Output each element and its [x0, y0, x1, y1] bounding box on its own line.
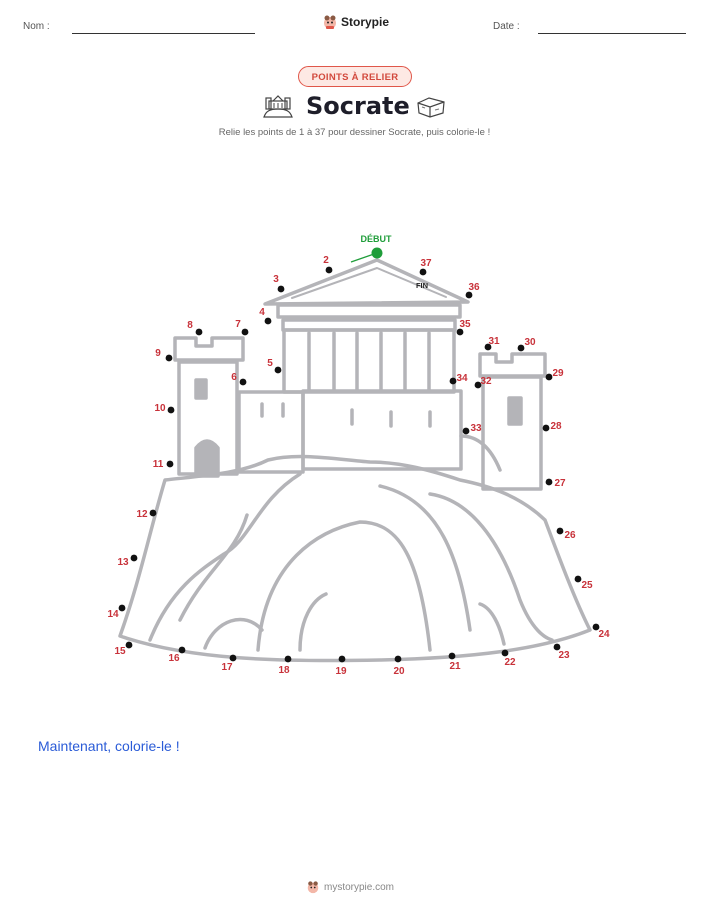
- dot-number: 7: [235, 319, 241, 330]
- dot-8[interactable]: [196, 329, 203, 336]
- dot-28[interactable]: [543, 425, 550, 432]
- page-title: Socrate: [306, 92, 410, 120]
- dot-number: 22: [504, 657, 516, 668]
- start-label: DÉBUT: [360, 234, 392, 244]
- dot-12[interactable]: [150, 510, 157, 517]
- dot-number: 29: [552, 368, 564, 379]
- end-label: FIN: [415, 281, 429, 290]
- dot-number: 19: [335, 666, 347, 677]
- dot-21[interactable]: [449, 653, 456, 660]
- dot-number: 32: [480, 376, 492, 387]
- dot-number: 28: [550, 421, 562, 432]
- dot-9[interactable]: [166, 355, 173, 362]
- date-label: Date :: [493, 21, 520, 32]
- color-prompt: Maintenant, colorie-le !: [38, 738, 180, 754]
- dot-number: 18: [278, 665, 290, 676]
- dot-number: 10: [154, 403, 166, 414]
- dot-3[interactable]: [278, 286, 285, 293]
- dot-4[interactable]: [265, 318, 272, 325]
- dot-20[interactable]: [395, 656, 402, 663]
- storypie-logo-icon: [306, 880, 320, 894]
- dot-number: 27: [554, 478, 566, 489]
- dot-2[interactable]: [326, 267, 333, 274]
- dot-11[interactable]: [167, 461, 174, 468]
- dot-number: 25: [581, 580, 593, 591]
- dot-34[interactable]: [450, 378, 457, 385]
- dot-number: 24: [598, 629, 610, 640]
- dot-25[interactable]: [575, 576, 582, 583]
- dot-number: 26: [564, 530, 576, 541]
- dot-30[interactable]: [518, 345, 525, 352]
- dot-number: 35: [459, 319, 471, 330]
- start-dot[interactable]: [372, 248, 383, 259]
- dot-18[interactable]: [285, 656, 292, 663]
- dot-number: 30: [524, 337, 536, 348]
- dot-number: 8: [187, 320, 193, 331]
- dot-number: 6: [231, 372, 237, 383]
- dot-15[interactable]: [126, 642, 133, 649]
- instructions: Relie les points de 1 à 37 pour dessiner Socrate, puis colorie-le !: [218, 127, 491, 138]
- dot-19[interactable]: [339, 656, 346, 663]
- dot-22[interactable]: [502, 650, 509, 657]
- dot-number: 21: [449, 661, 461, 672]
- dot-number: 20: [393, 666, 405, 677]
- dot-number: 36: [468, 282, 480, 293]
- dot-27[interactable]: [546, 479, 553, 486]
- dot-number: 14: [107, 609, 119, 620]
- activity-badge: POINTS À RELIER: [298, 66, 412, 87]
- dot-16[interactable]: [179, 647, 186, 654]
- dot-17[interactable]: [230, 655, 237, 662]
- dot-number: 15: [114, 646, 126, 657]
- dot-number: 33: [470, 423, 482, 434]
- dot-13[interactable]: [131, 555, 138, 562]
- dot-number: 4: [259, 307, 265, 318]
- dot-number: 13: [117, 557, 129, 568]
- dot-number: 2: [323, 255, 329, 266]
- dot-number: 37: [420, 258, 432, 269]
- footer-url: mystorypie.com: [324, 881, 395, 893]
- dot-6[interactable]: [240, 379, 247, 386]
- dot-number: 17: [221, 662, 233, 673]
- dot-number: 5: [267, 358, 273, 369]
- dot-14[interactable]: [119, 605, 126, 612]
- dot-number: 16: [168, 653, 180, 664]
- name-label: Nom :: [23, 21, 50, 32]
- dot-26[interactable]: [557, 528, 564, 535]
- dot-number: 11: [152, 459, 164, 470]
- dot-10[interactable]: [168, 407, 175, 414]
- dot-number: 3: [273, 274, 279, 285]
- dot-33[interactable]: [463, 428, 470, 435]
- dot-7[interactable]: [242, 329, 249, 336]
- footer: [306, 880, 394, 894]
- dot-number: 12: [136, 509, 148, 520]
- dot-number: 23: [558, 650, 570, 661]
- dot-29[interactable]: [546, 374, 553, 381]
- brand-name: Storypie: [341, 15, 390, 29]
- dot-number: 31: [488, 336, 500, 347]
- dot-number: 9: [155, 348, 161, 359]
- dot-5[interactable]: [275, 367, 282, 374]
- dot-37[interactable]: [420, 269, 427, 276]
- dot-number: 34: [456, 373, 468, 384]
